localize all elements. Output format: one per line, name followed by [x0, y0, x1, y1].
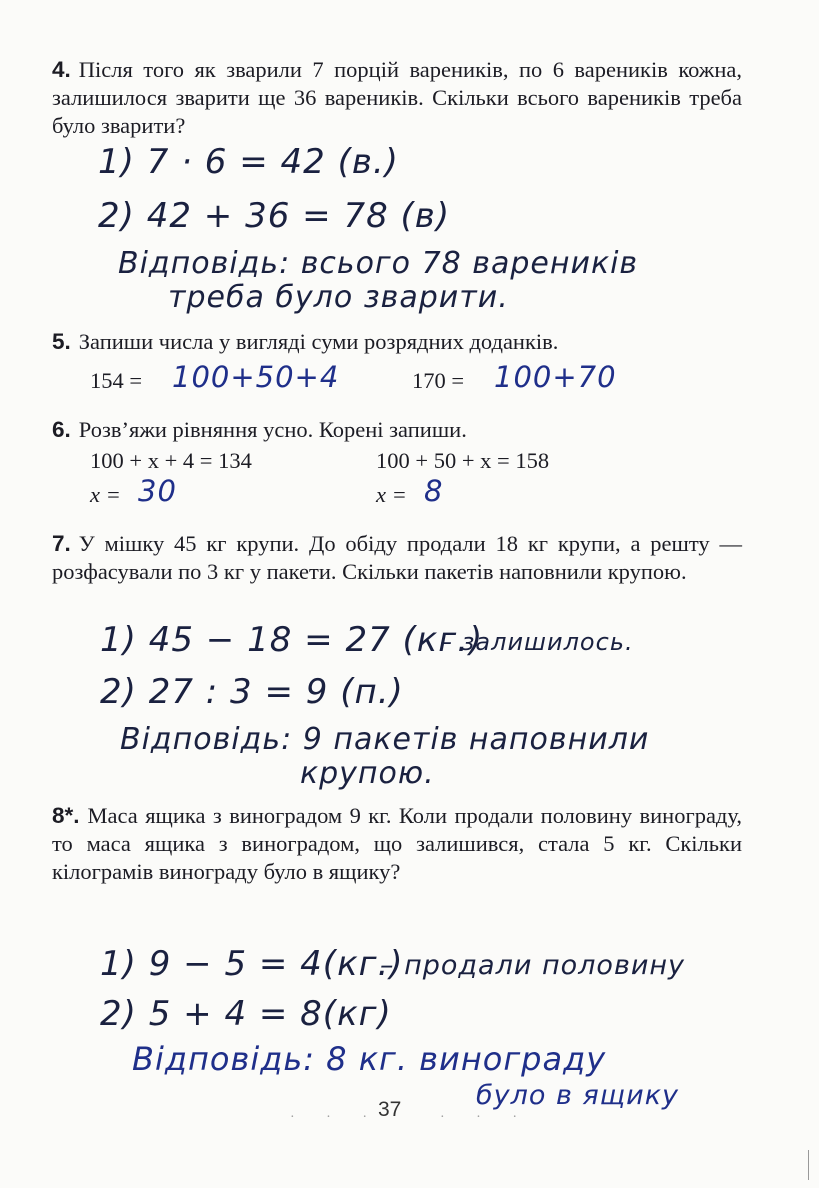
handwritten-answer-line-2: було в ящику	[476, 1080, 679, 1111]
scan-dots-left: · · ·	[290, 1110, 381, 1125]
handwritten-step-1: 1) 45 − 18 = 27 (кг.)	[100, 620, 484, 660]
scan-edge-line	[808, 1150, 809, 1180]
handwritten-answer-line-1: Відповідь: 8 кг. винограду	[132, 1040, 607, 1078]
handwritten-step-1: 1) 7 · 6 = 42 (в.)	[98, 142, 399, 182]
handwritten-root-1: 30	[138, 474, 177, 508]
handwritten-answer-line-1: Відповідь: 9 пакетів наповнили	[120, 722, 650, 757]
handwritten-root-2: 8	[424, 474, 444, 508]
scan-dots-right: · · ·	[440, 1110, 531, 1125]
task-statement: Розв’яжи рівняння усно. Корені запиши.	[78, 417, 467, 442]
task-4	[52, 56, 742, 140]
handwritten-answer-line-1: Відповідь: всього 78 вареників	[118, 246, 639, 281]
equation-1: 100 + x + 4 = 134	[90, 448, 252, 473]
task-statement: Після того як зварили 7 порцій вареників, по 6 вареників кожна, залишилося зварити ще 36 вареників. Скільки всього вареників треба було зварити?	[52, 57, 742, 138]
task-number: 6.	[52, 417, 71, 442]
expression-1-label: 154 =	[90, 368, 143, 393]
equation-2: 100 + 50 + x = 158	[376, 448, 550, 473]
handwritten-step-1-note: – продали половину	[380, 950, 686, 981]
task-statement: У мішку 45 кг крупи. До обіду продали 18 кг крупи, а решту — розфасували по 3 кг у пакети. Скільки пакетів наповнили крупою.	[52, 531, 742, 584]
handwritten-step-2: 2) 42 + 36 = 78 (в)	[98, 196, 451, 236]
handwritten-step-1: 1) 9 − 5 = 4(кг.)	[100, 944, 404, 984]
handwritten-step-1-note: – залишилось.	[440, 628, 634, 656]
task-7	[52, 530, 742, 586]
handwritten-expression-1: 100+50+4	[172, 360, 340, 394]
task-6	[52, 416, 742, 444]
task-number: 5.	[52, 329, 71, 354]
expression-2-label: 170 =	[412, 368, 465, 393]
task-number: 4.	[52, 57, 71, 82]
handwritten-answer-line-2: крупою.	[300, 756, 435, 791]
handwritten-step-2: 2) 27 : 3 = 9 (п.)	[100, 672, 404, 712]
task-8	[52, 802, 742, 886]
root-2-label: x =	[376, 482, 407, 507]
task-statement: Маса ящика з виноградом 9 кг. Коли продали половину винограду, то маса ящика з виноградом, що залишився, стала 5 кг. Скільки кілограмів винограду було в ящику?	[52, 803, 742, 884]
handwritten-expression-2: 100+70	[494, 360, 617, 394]
task-statement: Запиши числа у вигляді суми розрядних доданків.	[78, 329, 559, 354]
task-5	[52, 328, 742, 356]
root-1-label: x =	[90, 482, 121, 507]
handwritten-step-2: 2) 5 + 4 = 8(кг)	[100, 994, 392, 1034]
task-number: 8*.	[52, 803, 80, 828]
page-number: 37	[378, 1098, 402, 1121]
handwritten-answer-line-2: треба було зварити.	[168, 280, 509, 315]
task-number: 7.	[52, 531, 71, 556]
